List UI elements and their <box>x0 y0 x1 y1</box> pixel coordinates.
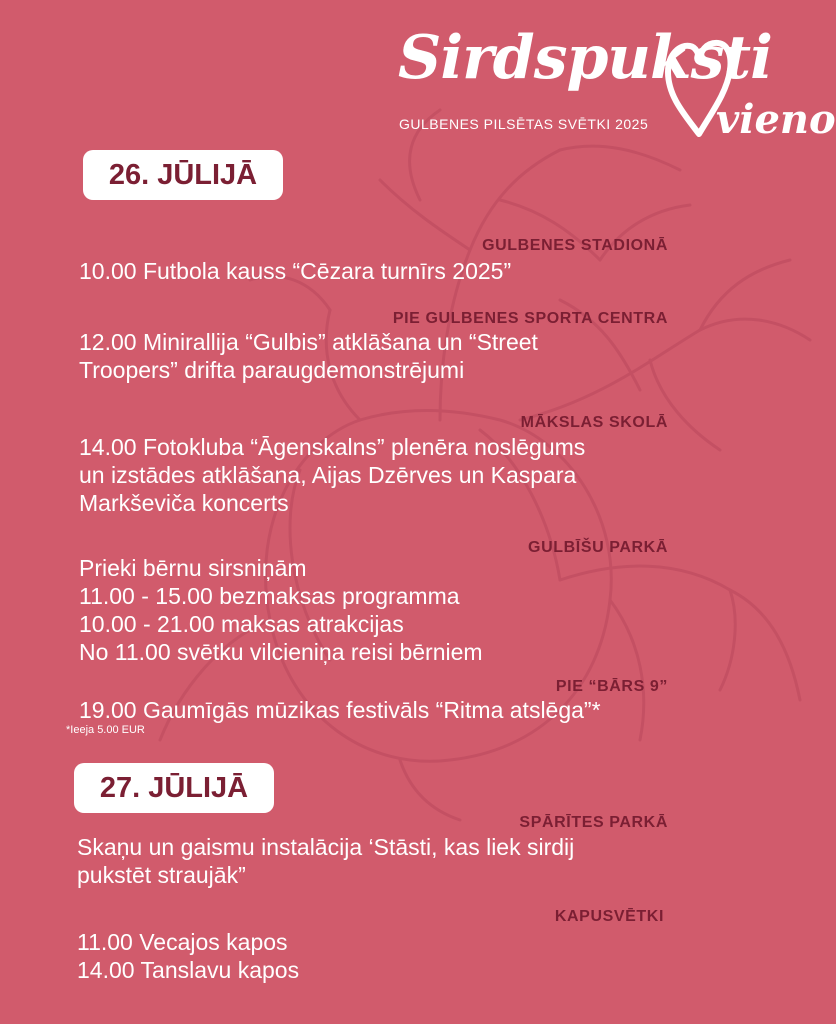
event-line: 11.00 - 15.00 bezmaksas programma <box>79 583 460 609</box>
event-cemetery-days <box>77 928 697 984</box>
event-photo-club <box>79 433 699 517</box>
event-line: pukstēt straujāk” <box>77 862 246 888</box>
logo-title: Sirdspuksti <box>398 23 772 93</box>
logo-subtitle: GULBENES PILSĒTAS SVĒTKI 2025 <box>399 116 649 132</box>
location-bars-9: PIE “BĀRS 9” <box>555 678 668 695</box>
event-line: Skaņu un gaismu instalācija ‘Stāsti, kas liek sirdij <box>77 834 575 860</box>
event-line: Markševiča koncerts <box>79 490 289 516</box>
event-line: 11.00 Vecajos kapos <box>77 929 288 955</box>
date-badge-day2: 27. JŪLIJĀ <box>74 763 274 813</box>
event-light-installation <box>77 833 697 889</box>
location-kapusvetki: KAPUSVĒTKI <box>554 908 664 925</box>
location-sports-centre: PIE GULBENES SPORTA CENTRA <box>392 310 668 327</box>
location-stadium: GULBENES STADIONĀ <box>482 237 668 254</box>
event-line: 12.00 Minirallija “Gulbis” atklāšana un “Street <box>79 329 538 355</box>
location-gulbisu-park: GULBĪŠU PARKĀ <box>528 539 668 556</box>
event-children <box>79 554 699 666</box>
event-music-festival <box>79 696 699 724</box>
event-line: Prieki bērnu sirsniņām <box>79 555 307 581</box>
location-sparites-park: SPĀRĪTES PARKĀ <box>519 814 668 831</box>
event-line: 19.00 Gaumīgās mūzikas festivāls “Ritma atslēga”* <box>79 697 601 723</box>
event-line: 14.00 Fotokluba “Āgenskalns” plenēra noslēgums <box>79 434 586 460</box>
event-line: Troopers” drifta paraugdemonstrējumi <box>79 357 465 383</box>
location-art-school: MĀKSLAS SKOLĀ <box>520 414 668 431</box>
date-badge-day1: 26. JŪLIJĀ <box>83 150 283 200</box>
event-line: 10.00 Futbola kauss “Cēzara turnīrs 2025” <box>79 258 512 284</box>
event-line: 10.00 - 21.00 maksas atrakcijas <box>79 611 404 637</box>
event-minirally <box>79 328 699 384</box>
event-line: un izstādes atklāšana, Aijas Dzērves un Kaspara <box>79 462 577 488</box>
logo-title-end: vieno <box>716 96 836 143</box>
event-football <box>79 257 699 285</box>
event-line: No 11.00 svētku vilcieniņa reisi bērniem <box>79 639 483 665</box>
entry-fee-note: *Ieeja 5.00 EUR <box>66 724 145 736</box>
event-line: 14.00 Tanslavu kapos <box>77 957 300 983</box>
